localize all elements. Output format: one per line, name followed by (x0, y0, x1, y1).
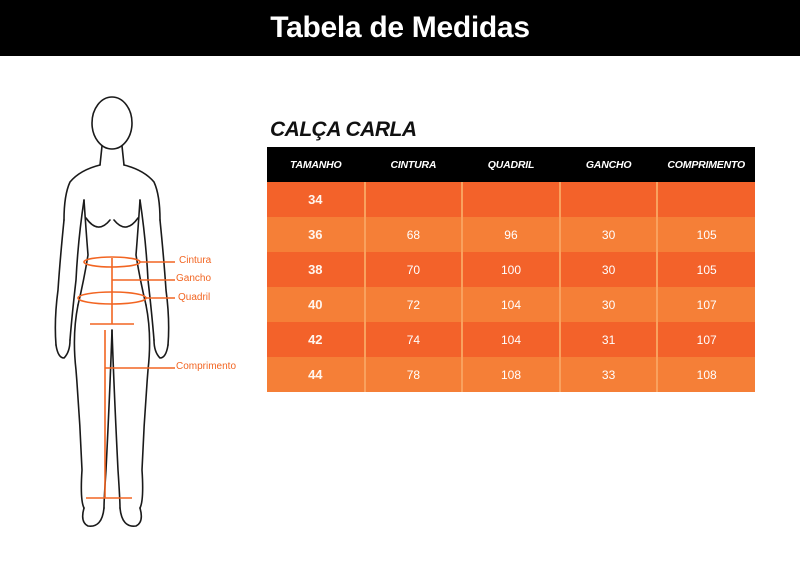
cintura-cell: 72 (365, 287, 463, 322)
col-header-quadril: QUADRIL (462, 147, 560, 182)
label-gancho: Gancho (176, 273, 212, 284)
size-table-header-row (267, 147, 755, 182)
cintura-cell (365, 182, 463, 217)
size-cell: 42 (267, 322, 365, 357)
comprimento-cell (657, 182, 755, 217)
cintura-cell: 78 (365, 357, 463, 392)
cintura-cell: 74 (365, 322, 463, 357)
cintura-cell: 68 (365, 217, 463, 252)
page-header (0, 0, 800, 56)
col-header-gancho: GANCHO (560, 147, 658, 182)
comprimento-cell: 105 (657, 217, 755, 252)
gancho-cell: 30 (560, 252, 658, 287)
size-cell: 36 (267, 217, 365, 252)
size-cell: 44 (267, 357, 365, 392)
col-header-cintura: CINTURA (365, 147, 463, 182)
quadril-cell (462, 182, 560, 217)
comprimento-cell: 108 (657, 357, 755, 392)
col-header-tamanho: TAMANHO (267, 147, 365, 182)
size-table (267, 147, 755, 392)
table-row (267, 217, 755, 252)
body-outline-illustration (50, 90, 260, 540)
body-figure-diagram (50, 90, 260, 540)
quadril-cell: 104 (462, 287, 560, 322)
table-row (267, 357, 755, 392)
size-cell: 40 (267, 287, 365, 322)
page-title: Tabela de Medidas (270, 11, 530, 44)
quadril-cell: 100 (462, 252, 560, 287)
label-cintura: Cintura (179, 255, 212, 266)
table-row (267, 287, 755, 322)
quadril-cell: 104 (462, 322, 560, 357)
size-cell: 34 (267, 182, 365, 217)
gancho-cell: 33 (560, 357, 658, 392)
table-row (267, 252, 755, 287)
comprimento-cell: 105 (657, 252, 755, 287)
label-comprimento: Comprimento (176, 361, 237, 372)
quadril-cell: 108 (462, 357, 560, 392)
size-cell: 38 (267, 252, 365, 287)
gancho-cell: 30 (560, 287, 658, 322)
product-name: CALÇA CARLA (270, 118, 417, 141)
gancho-cell: 30 (560, 217, 658, 252)
gancho-cell (560, 182, 658, 217)
table-row (267, 182, 755, 217)
label-quadril: Quadril (178, 292, 211, 303)
comprimento-cell: 107 (657, 322, 755, 357)
cintura-cell: 70 (365, 252, 463, 287)
comprimento-cell: 107 (657, 287, 755, 322)
gancho-cell: 31 (560, 322, 658, 357)
quadril-cell: 96 (462, 217, 560, 252)
col-header-comprimento: COMPRIMENTO (657, 147, 755, 182)
table-row (267, 322, 755, 357)
